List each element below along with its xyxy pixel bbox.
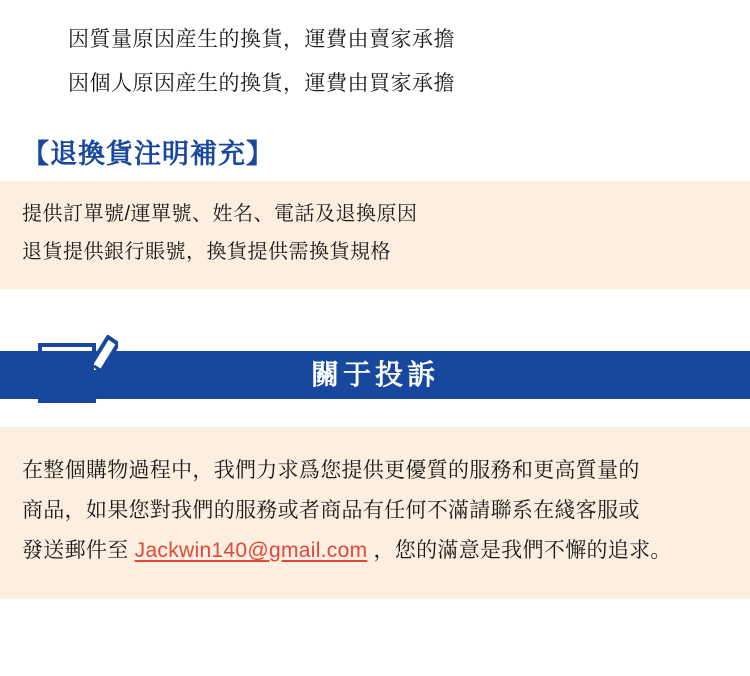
complaint-body-block — [0, 427, 750, 599]
complaint-body-line: 商品，如果您對我們的服務或者商品有任何不滿請聯系在綫客服或 — [22, 499, 640, 522]
email-suffix-text: ，您的滿意是我們不懈的追求。 — [367, 539, 672, 562]
support-email-link[interactable]: Jackwin140@gmail.com — [134, 539, 368, 562]
pencil-note-icon — [34, 327, 118, 407]
banner-title: 關于投訴 — [310, 359, 439, 390]
complaint-body-line: 在整個購物過程中，我們力求爲您提供更優質的服務和更高質量的 — [22, 459, 640, 482]
complaint-body-line-email — [0, 531, 750, 571]
top-note-line: 因質量原因産生的換貨，運費由賣家承擔 — [68, 28, 455, 51]
return-note-line: 提供訂單號/運單號、姓名、電話及退換原因 — [22, 203, 418, 225]
top-note-line: 因個人原因産生的換貨，運費由買家承擔 — [68, 72, 455, 95]
return-note-heading: 【退換貨注明補充】 — [22, 139, 274, 169]
email-prefix-text: 發送郵件至 — [22, 539, 135, 562]
return-note-block — [0, 181, 750, 289]
return-note-line: 退貨提供銀行賬號，換貨提供需換貨規格 — [22, 241, 391, 263]
top-notes-group — [0, 0, 750, 106]
complaint-banner — [0, 341, 750, 405]
